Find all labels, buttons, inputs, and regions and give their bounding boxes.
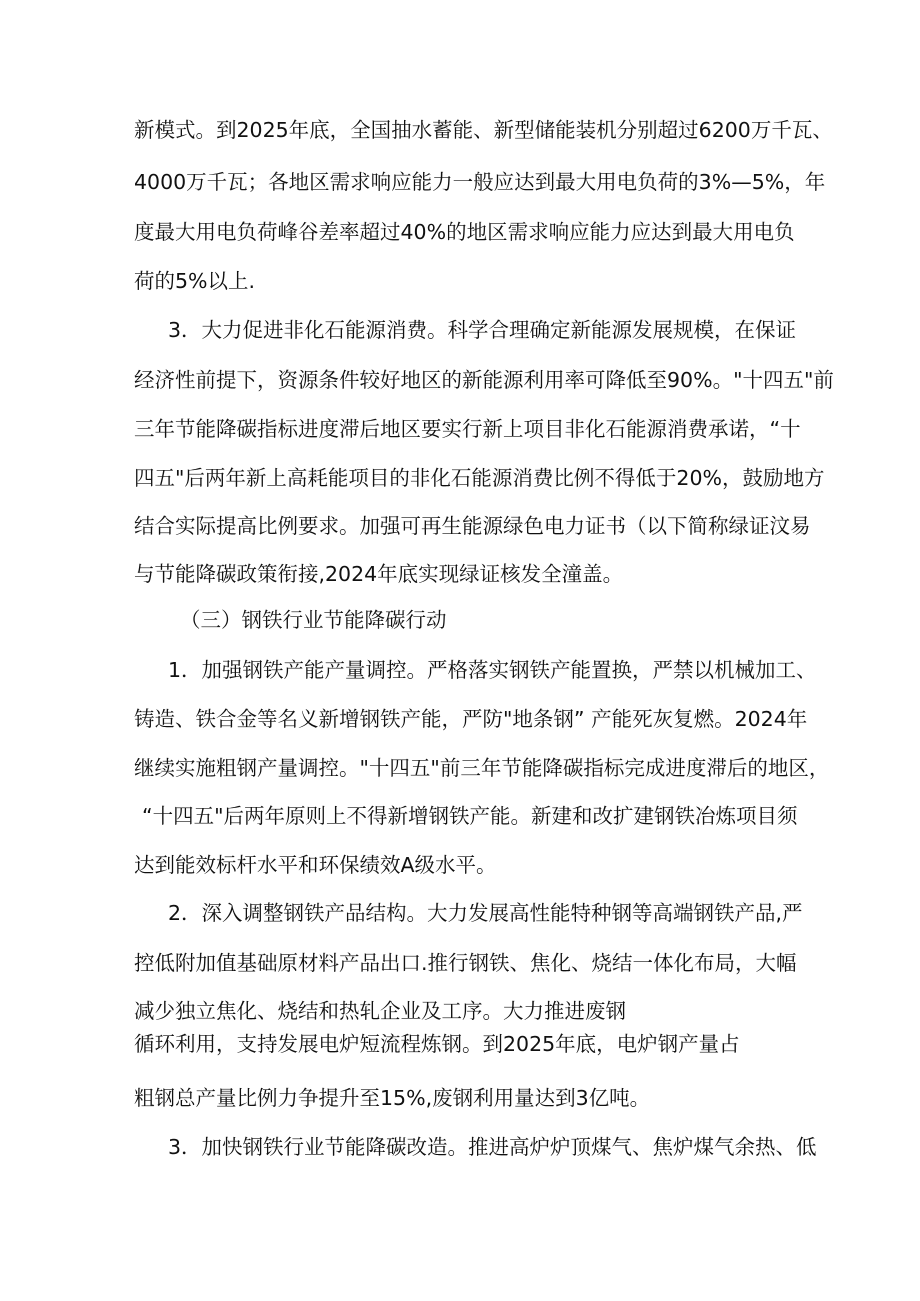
text-line: 新模式。到2025年底，全国抽水蓄能、新型储能装机分别超过6200万千瓦、 bbox=[134, 118, 833, 142]
text-line: “十四五"后两年原则上不得新增钢铁产能。新建和改扩建钢铁冶炼项目须 bbox=[142, 804, 798, 828]
text-line: 控低附加值基础原材料产品出口.推行钢铁、焦化、烧结一体化布局，大幅 bbox=[134, 951, 797, 975]
text-line: 2．深入调整钢铁产品结构。大力发展高性能特种钢等高端钢铁产品,严 bbox=[168, 901, 803, 925]
text-line: 粗钢总产量比例力争提升至15%,废钢利用量达到3亿吨。 bbox=[134, 1086, 651, 1110]
text-line: 1．加强钢铁产能产量调控。严格落实钢铁产能置换，严禁以机械加工、 bbox=[168, 658, 817, 682]
text-line: 4000万千瓦；各地区需求响应能力一般应达到最大用电负荷的3%—5%，年 bbox=[134, 170, 826, 194]
text-line: 达到能效标杆水平和环保绩效A级水平。 bbox=[134, 853, 497, 877]
text-line: 荷的5%以上. bbox=[134, 269, 256, 293]
text-line: 减少独立焦化、烧结和热轧企业及工序。大力推进废钢 bbox=[134, 999, 626, 1023]
text-line: 3．加快钢铁行业节能降碳改造。推进高炉炉顶煤气、焦炉煤气余热、低 bbox=[168, 1135, 817, 1159]
text-line: 继续实施粗钢产量调控。"十四五"前三年节能降碳指标完成进度滞后的地区， bbox=[134, 756, 830, 780]
text-line: 循环利用，支持发展电炉短流程炼钢。到2025年底，电炉钢产量占 bbox=[134, 1032, 740, 1056]
section-heading: （三）钢铁行业节能降碳行动 bbox=[180, 608, 447, 632]
text-line: 度最大用电负荷峰谷差率超过40%的地区需求响应能力应达到最大用电负 bbox=[134, 220, 795, 244]
text-line: 铸造、铁合金等名义新增钢铁产能，严防"地条钢” 产能死灰复燃。2024年 bbox=[134, 707, 808, 731]
text-line: 三年节能降碳指标进度滞后地区要实行新上项目非化石能源消费承诺，“十 bbox=[134, 417, 801, 441]
text-line: 3．大力促进非化石能源消费。科学合理确定新能源发展规模，在保证 bbox=[168, 318, 797, 342]
text-line: 结合实际提高比例要求。加强可再生能源绿色电力证书（以下简称绿证汶易 bbox=[134, 514, 811, 538]
text-line: 与节能降碳政策衔接,2024年底实现绿证核发全潼盖。 bbox=[134, 562, 624, 586]
text-line: 四五"后两年新上高耗能项目的非化石能源消费比例不得低于20%，鼓励地方 bbox=[134, 466, 825, 490]
text-line: 经济性前提下，资源条件较好地区的新能源利用率可降低至90%。"十四五"前 bbox=[134, 368, 834, 392]
